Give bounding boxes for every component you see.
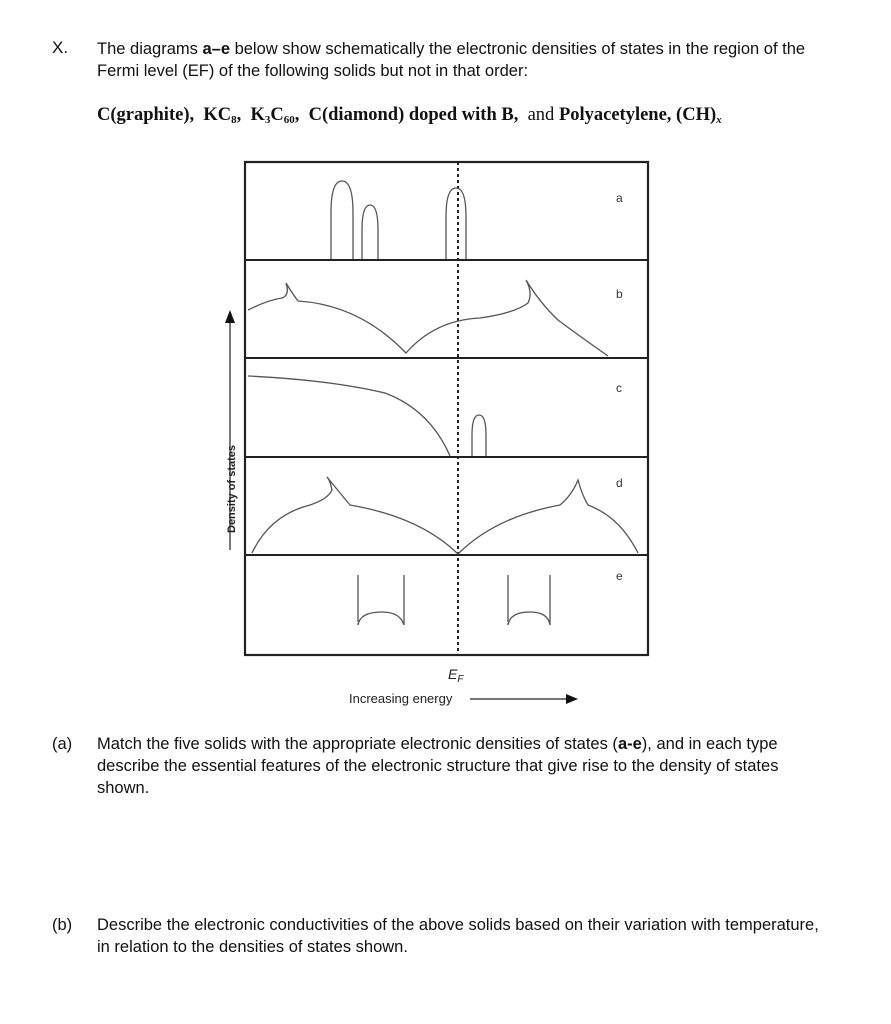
- x-axis-arrowhead: [566, 694, 578, 704]
- question-intro: The diagrams a–e below show schematically the electronic densities of states in the region of the Fermi level (EF) of the following solids but not in that order:: [97, 40, 806, 80]
- question-number: X.: [52, 38, 69, 57]
- dos-curve-a: [446, 188, 466, 259]
- part-a-text: Match the five solids with the appropriate electronic densities of states (a-e), and in each type describe the essential features of the electronic structure that give rise to the density of states shown.: [97, 735, 779, 797]
- part-b-text: Describe the electronic conductivities of the above solids based on their variation with temperature, in relation to the densities of states shown.: [97, 916, 819, 956]
- dos-diagram: [210, 155, 670, 715]
- dos-curve-a: [331, 181, 353, 259]
- panel-label-c: c: [616, 381, 622, 395]
- panel-label-d: d: [616, 476, 623, 490]
- solids-list: [97, 105, 722, 126]
- part-a-label: (a): [52, 735, 73, 753]
- diagram-range: a–e: [202, 40, 230, 58]
- solid-graphite: C(graphite),: [97, 105, 195, 125]
- dos-curve-c: [248, 376, 450, 456]
- panel-label-a: a: [616, 191, 623, 205]
- fermi-level-label: $E_F$: [448, 666, 464, 685]
- part-b-label: (b): [52, 916, 73, 934]
- solid-polyacetylene: Polyacetylene, $(CH)_x$: [558, 105, 722, 126]
- solid-kc8: $KC_8$,: [203, 105, 242, 126]
- y-axis-arrowhead: [225, 310, 235, 323]
- dos-curve-c: [472, 415, 486, 456]
- dos-curve-b: [248, 280, 608, 356]
- dos-curve-e: [358, 575, 404, 625]
- x-axis-label: Increasing energy: [349, 691, 453, 706]
- y-axis-label: Density of states: [226, 444, 238, 533]
- dos-curve-a: [362, 205, 378, 259]
- panel-label-e: e: [616, 569, 623, 583]
- dos-curve-e: [508, 575, 550, 625]
- panel-label-b: b: [616, 287, 623, 301]
- solid-doped-diamond: C(diamond) doped with B,: [308, 105, 519, 125]
- solid-k3c60: $K_3C_{60}$,: [250, 105, 300, 126]
- and-word: and: [527, 105, 555, 125]
- dos-curve-d: [252, 477, 638, 554]
